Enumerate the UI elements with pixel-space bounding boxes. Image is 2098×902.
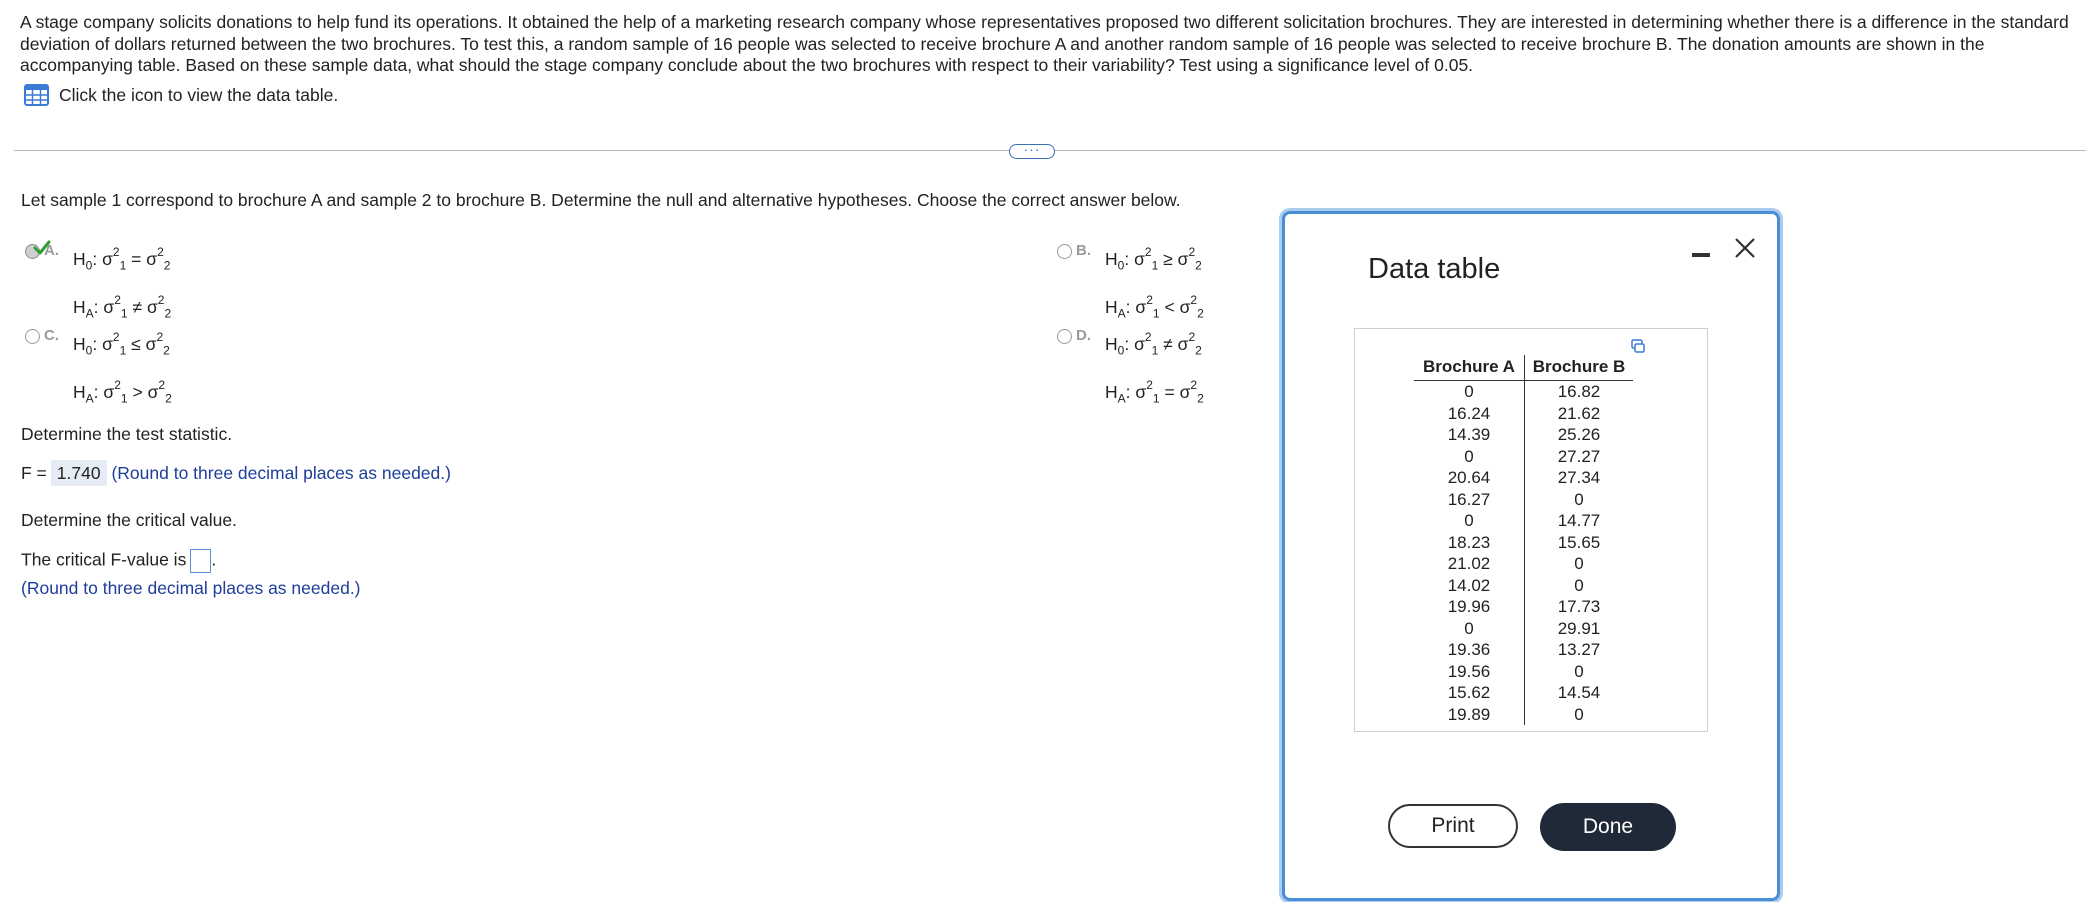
table-cell: 0 — [1414, 381, 1525, 403]
table-cell: 18.23 — [1414, 532, 1525, 554]
table-cell: 19.96 — [1414, 596, 1525, 618]
table-cell: 14.02 — [1414, 575, 1525, 597]
checkmark-icon — [33, 240, 51, 256]
table-cell: 16.82 — [1557, 382, 1601, 401]
table-row — [1414, 532, 1633, 554]
table-cell: 27.34 — [1557, 468, 1601, 487]
option-b-letter: B. — [1076, 242, 1091, 259]
table-row — [1414, 467, 1633, 489]
test-stat-prompt: Determine the test statistic. — [21, 424, 233, 444]
table-row — [1414, 575, 1633, 597]
table-cell: 17.73 — [1557, 597, 1601, 616]
option-d-radio[interactable] — [1057, 329, 1072, 344]
table-row — [1414, 446, 1633, 468]
option-c[interactable] — [25, 329, 172, 418]
option-a-alt: $H_A$: $\sigma^2_1 \ne \sigma^2_2$ — [73, 293, 172, 321]
table-cell: 0 — [1414, 446, 1525, 468]
close-icon[interactable] — [1731, 234, 1759, 262]
option-c-alt: $H_A$: $\sigma^2_1 > \sigma^2_2$ — [73, 378, 172, 406]
minimize-icon[interactable] — [1692, 253, 1710, 257]
table-row — [1414, 704, 1633, 726]
option-c-hypotheses — [73, 321, 172, 418]
copy-icon[interactable] — [1631, 339, 1645, 353]
critical-row: The critical F-value is . — [21, 549, 216, 573]
critical-label: The critical F-value is — [21, 549, 187, 570]
table-row — [1414, 661, 1633, 683]
table-cell: 25.26 — [1557, 425, 1601, 444]
option-c-null: $H_0$: $\sigma^2_1 \le \sigma^2_2$ — [73, 330, 170, 358]
table-row — [1414, 553, 1633, 575]
table-cell: 19.56 — [1414, 661, 1525, 683]
table-row — [1414, 403, 1633, 425]
option-a-hypotheses — [73, 236, 171, 333]
table-cell: 0 — [1574, 575, 1584, 595]
table-cell: 15.62 — [1414, 682, 1525, 704]
table-cell: 15.65 — [1557, 532, 1601, 552]
option-a-letter: A. — [44, 242, 59, 259]
option-d[interactable] — [1057, 329, 1204, 418]
table-cell: 19.36 — [1414, 639, 1525, 661]
option-d-null: $H_0$: $\sigma^2_1 \ne \sigma^2_2$ — [1105, 330, 1202, 358]
table-cell: 16.27 — [1414, 489, 1525, 511]
option-c-letter: C. — [44, 327, 59, 344]
critical-value-input[interactable] — [190, 549, 211, 573]
option-b-hypotheses — [1105, 236, 1204, 333]
table-cell: 16.24 — [1414, 403, 1525, 425]
table-cell: 21.62 — [1557, 403, 1601, 423]
print-button[interactable]: Print — [1388, 804, 1518, 848]
table-cell: 19.89 — [1414, 704, 1525, 726]
table-cell: 13.27 — [1557, 640, 1601, 659]
option-a-null: $H_0$: $\sigma^2_1 = \sigma^2_2$ — [73, 245, 171, 273]
critical-hint: (Round to three decimal places as needed.) — [21, 578, 361, 598]
test-stat-row — [21, 463, 451, 484]
done-button[interactable]: Done — [1540, 803, 1676, 851]
option-b-radio[interactable] — [1057, 244, 1072, 259]
table-cell: 0 — [1574, 554, 1584, 573]
option-c-radio[interactable] — [25, 329, 40, 344]
table-cell: 27.27 — [1557, 446, 1601, 466]
table-row — [1414, 510, 1633, 532]
column-header: Brochure A — [1414, 355, 1525, 381]
option-b-alt: $H_A$: $\sigma^2_1 < \sigma^2_2$ — [1105, 293, 1204, 321]
table-cell: 21.02 — [1414, 553, 1525, 575]
table-row — [1414, 618, 1633, 640]
table-row — [1414, 424, 1633, 446]
critical-prompt: Determine the critical value. — [21, 510, 237, 530]
table-row — [1414, 682, 1633, 704]
table-cell: 0 — [1414, 618, 1525, 640]
test-stat-hint: (Round to three decimal places as needed.) — [111, 463, 451, 483]
question-text: Let sample 1 correspond to brochure A and sample 2 to brochure B. Determine the null and alternative hypotheses. Choose the correct answer below. — [21, 190, 1181, 210]
table-cell: 0 — [1414, 510, 1525, 532]
table-cell: 0 — [1574, 704, 1584, 724]
divider-expand-button[interactable]: ··· — [1009, 144, 1055, 159]
table-cell: 14.39 — [1414, 424, 1525, 446]
table-row — [1414, 596, 1633, 618]
table-cell: 0 — [1574, 489, 1584, 509]
option-d-letter: D. — [1076, 327, 1091, 344]
modal-title: Data table — [1368, 253, 1501, 285]
data-table — [1414, 355, 1633, 725]
table-cell: 14.54 — [1557, 683, 1601, 702]
option-b-null: $H_0$: $\sigma^2_1 \ge \sigma^2_2$ — [1105, 245, 1202, 273]
option-d-hypotheses — [1105, 321, 1204, 418]
option-a[interactable] — [25, 244, 171, 333]
test-stat-label: F = — [21, 463, 47, 483]
table-row — [1414, 381, 1633, 403]
column-header: Brochure B — [1525, 355, 1634, 381]
table-cell: 20.64 — [1414, 467, 1525, 489]
problem-statement: A stage company solicits donations to help fund its operations. It obtained the help of a marketing research company whose representatives proposed two different solicitation brochures. They are interested in determining whether there is a difference in the standard deviation of dollars returned between the two brochures. To test this, a random sample of 16 people was selected to receive brochure A and another random sample of 16 people was selected to receive brochure B. The donation amounts are shown in the accompanying table. Based on these sample data, what should the stage company conclude about the two brochures with respect to their variability? Test using a significance level of 0.05. — [20, 12, 2069, 76]
option-b[interactable] — [1057, 244, 1204, 333]
test-stat-answer[interactable]: 1.740 — [51, 460, 107, 486]
view-data-table-link[interactable] — [24, 84, 338, 106]
view-data-table-text[interactable]: Click the icon to view the data table. — [59, 84, 339, 105]
table-cell: 0 — [1574, 661, 1584, 681]
table-cell: 29.91 — [1557, 618, 1601, 638]
table-row — [1414, 639, 1633, 661]
data-table-icon[interactable] — [24, 84, 49, 106]
table-row — [1414, 489, 1633, 511]
option-d-alt: $H_A$: $\sigma^2_1 = \sigma^2_2$ — [1105, 378, 1204, 406]
table-cell: 14.77 — [1557, 511, 1601, 530]
